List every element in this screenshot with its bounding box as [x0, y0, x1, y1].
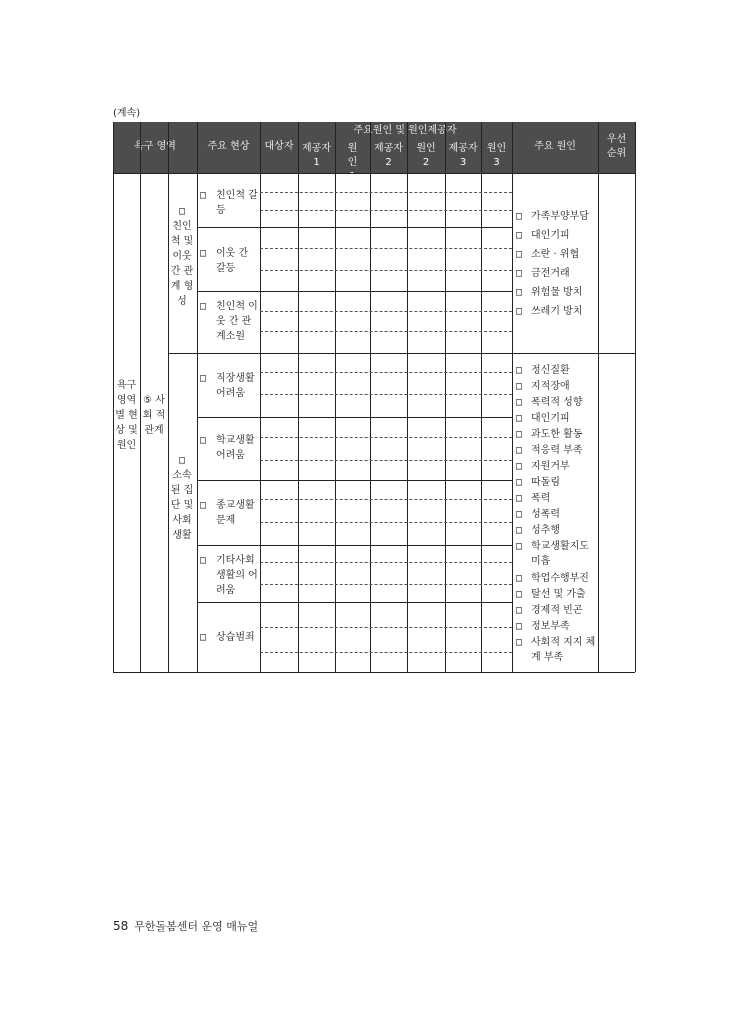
table-rule — [197, 417, 512, 418]
cause-checkbox[interactable]: □ — [516, 381, 523, 392]
table-dashed-rule — [260, 584, 512, 585]
cause-checkbox[interactable]: □ — [516, 637, 523, 648]
table-dashed-rule — [260, 331, 512, 332]
table-rule — [113, 173, 635, 174]
page-number: 58 — [113, 919, 129, 933]
cause-item: 대인기피 — [531, 230, 570, 241]
cause-checkbox[interactable]: □ — [516, 589, 523, 600]
table-vertical-rule — [298, 122, 299, 672]
table-dashed-rule — [260, 248, 512, 249]
continued-label: (계속) — [113, 108, 141, 119]
header-target: 대상자 — [264, 141, 294, 152]
cause-item: 폭력 — [531, 493, 551, 504]
table-vertical-rule — [445, 122, 446, 672]
header-provider-2: 제공자 2 — [374, 143, 403, 168]
cause-item: 과도한 활동 — [531, 429, 583, 440]
cause-item: 소란 · 위협 — [531, 249, 580, 260]
cause-item: 탈선 및 가출 — [531, 589, 586, 600]
sub-area-groups-checkbox[interactable]: □ — [178, 455, 186, 466]
phenomenon-item: 이웃 간 갈등 — [216, 248, 249, 274]
sub-area-relations-checkbox[interactable]: □ — [178, 206, 186, 217]
phenomenon-item: 종교생활 문제 — [216, 500, 255, 526]
cause-item: 대인기피 — [531, 413, 570, 424]
phenomenon-item: 직장생활 어려움 — [216, 373, 255, 399]
cause-checkbox[interactable]: □ — [516, 365, 523, 376]
cause-checkbox[interactable]: □ — [516, 397, 523, 408]
sub-area-relations — [168, 204, 196, 309]
phenomenon-item: 친인척 갈등 — [216, 190, 258, 216]
phenomenon-checkbox[interactable]: □ — [200, 555, 207, 566]
table-dashed-rule — [260, 437, 512, 438]
header-provider-3: 제공자 3 — [448, 143, 478, 168]
table-vertical-rule — [260, 122, 261, 672]
cause-item: 성폭력 — [531, 509, 560, 520]
phenomenon-item: 친인척 이웃 간 관계소원 — [216, 301, 258, 342]
cause-item: 사회적 지지 체계 부족 — [531, 637, 596, 663]
cause-checkbox[interactable]: □ — [516, 541, 523, 552]
cause-checkbox[interactable]: □ — [516, 461, 523, 472]
table-rule — [197, 480, 512, 481]
table-vertical-rule — [335, 122, 336, 672]
phenomenon-item: 기타사회 생활의 어려움 — [216, 555, 258, 596]
need-area-label: 욕구 영역 별 현상 및 원인 — [115, 380, 138, 451]
cause-item: 성추행 — [531, 525, 560, 536]
phenomenon-checkbox[interactable]: □ — [200, 248, 207, 259]
footer-title: 무한돌봄센터 운영 매뉴얼 — [134, 920, 259, 933]
table-vertical-rule — [140, 122, 141, 672]
table-dashed-rule — [260, 652, 512, 653]
table-vertical-rule — [407, 122, 408, 672]
table-vertical-rule — [598, 122, 599, 672]
table-dashed-rule — [260, 270, 512, 271]
table-vertical-rule — [481, 122, 482, 672]
header-cause-3: 원인 3 — [486, 143, 507, 168]
table-dashed-rule — [260, 522, 512, 523]
table-dashed-rule — [260, 192, 512, 193]
cause-item: 학교생활지도 미흡 — [531, 541, 589, 567]
cause-checkbox[interactable]: □ — [516, 573, 523, 584]
table-rule — [113, 672, 635, 673]
cause-checkbox[interactable]: □ — [516, 249, 523, 260]
sub-area-relations-text: 친인 척 및 이웃 간 관계 형성 — [170, 221, 194, 307]
sub-area-groups-text: 소속 된 집단 및 사회 생활 — [170, 470, 194, 541]
phenomenon-item: 학교생활 어려움 — [216, 435, 255, 461]
page-footer — [113, 918, 258, 934]
header-cause-1: 원인 1 — [347, 143, 358, 182]
cause-item: 적응력 부족 — [531, 445, 583, 456]
cause-checkbox[interactable]: □ — [516, 230, 523, 241]
cause-checkbox[interactable]: □ — [516, 493, 523, 504]
sub-area-groups — [168, 453, 196, 543]
cause-item: 금전거래 — [531, 268, 570, 279]
cause-checkbox[interactable]: □ — [516, 605, 523, 616]
phenomenon-item: 상습범죄 — [216, 632, 255, 643]
cause-item: 학업수행부진 — [531, 573, 589, 584]
header-need-area: 욕구 영역 — [134, 141, 176, 152]
cause-item: 지적장애 — [531, 381, 570, 392]
phenomenon-checkbox[interactable]: □ — [200, 435, 207, 446]
table-vertical-rule — [512, 122, 513, 672]
cause-checkbox[interactable]: □ — [516, 268, 523, 279]
header-main-cause-group: 주요원인 및 원인제공자 — [353, 125, 457, 136]
cause-item: 경제적 빈곤 — [531, 605, 583, 616]
header-main-cause: 주요 원인 — [534, 141, 576, 152]
cause-checkbox[interactable]: □ — [516, 509, 523, 520]
social-relations-label: ⑤ 사회 적 관계 — [142, 395, 166, 436]
table-rule — [197, 602, 512, 603]
table-vertical-rule — [635, 122, 636, 672]
cause-checkbox[interactable]: □ — [516, 287, 523, 298]
table-vertical-rule — [168, 122, 169, 672]
cause-item: 폭력적 성향 — [531, 397, 583, 408]
table-dashed-rule — [260, 311, 512, 312]
table-dashed-rule — [260, 460, 512, 461]
cause-checkbox[interactable]: □ — [516, 621, 523, 632]
phenomenon-checkbox[interactable]: □ — [200, 190, 207, 201]
phenomenon-checkbox[interactable]: □ — [200, 301, 207, 312]
cause-item: 쓰레기 방치 — [531, 306, 583, 317]
table-vertical-rule — [197, 122, 198, 672]
cause-checkbox[interactable]: □ — [516, 413, 523, 424]
cause-item: 지원거부 — [531, 461, 570, 472]
header-priority: 우선 순위 — [606, 134, 627, 159]
table-dashed-rule — [260, 372, 512, 373]
cause-checkbox[interactable]: □ — [516, 429, 523, 440]
table-rule — [168, 353, 635, 354]
cause-checkbox[interactable]: □ — [516, 306, 523, 317]
cause-item: 정보부족 — [531, 621, 570, 632]
cause-item: 위험물 방치 — [531, 287, 583, 298]
header-main-phenomenon: 주요 현상 — [207, 141, 250, 152]
table-vertical-rule — [113, 122, 114, 672]
cause-item: 따돌림 — [531, 477, 560, 488]
table-dashed-rule — [260, 499, 512, 500]
phenomenon-checkbox[interactable]: □ — [200, 500, 207, 511]
table-dashed-rule — [260, 394, 512, 395]
cause-checkbox[interactable]: □ — [516, 211, 523, 222]
table-rule — [197, 291, 512, 292]
phenomenon-checkbox[interactable]: □ — [200, 373, 207, 384]
header-provider-1: 제공자 1 — [302, 143, 331, 168]
cause-item: 가족부양부담 — [531, 211, 589, 222]
table-vertical-rule — [370, 122, 371, 672]
table-rule — [197, 227, 512, 228]
cause-checkbox[interactable]: □ — [516, 445, 523, 456]
cause-checkbox[interactable]: □ — [516, 477, 523, 488]
cause-item: 정신질환 — [531, 365, 570, 376]
table-rule — [197, 545, 512, 546]
cause-checkbox[interactable]: □ — [516, 525, 523, 536]
table-dashed-rule — [260, 562, 512, 563]
header-cause-2: 원인 2 — [416, 143, 436, 168]
phenomenon-checkbox[interactable]: □ — [200, 632, 207, 643]
table-dashed-rule — [260, 627, 512, 628]
needs-table — [113, 122, 635, 672]
table-dashed-rule — [260, 210, 512, 211]
